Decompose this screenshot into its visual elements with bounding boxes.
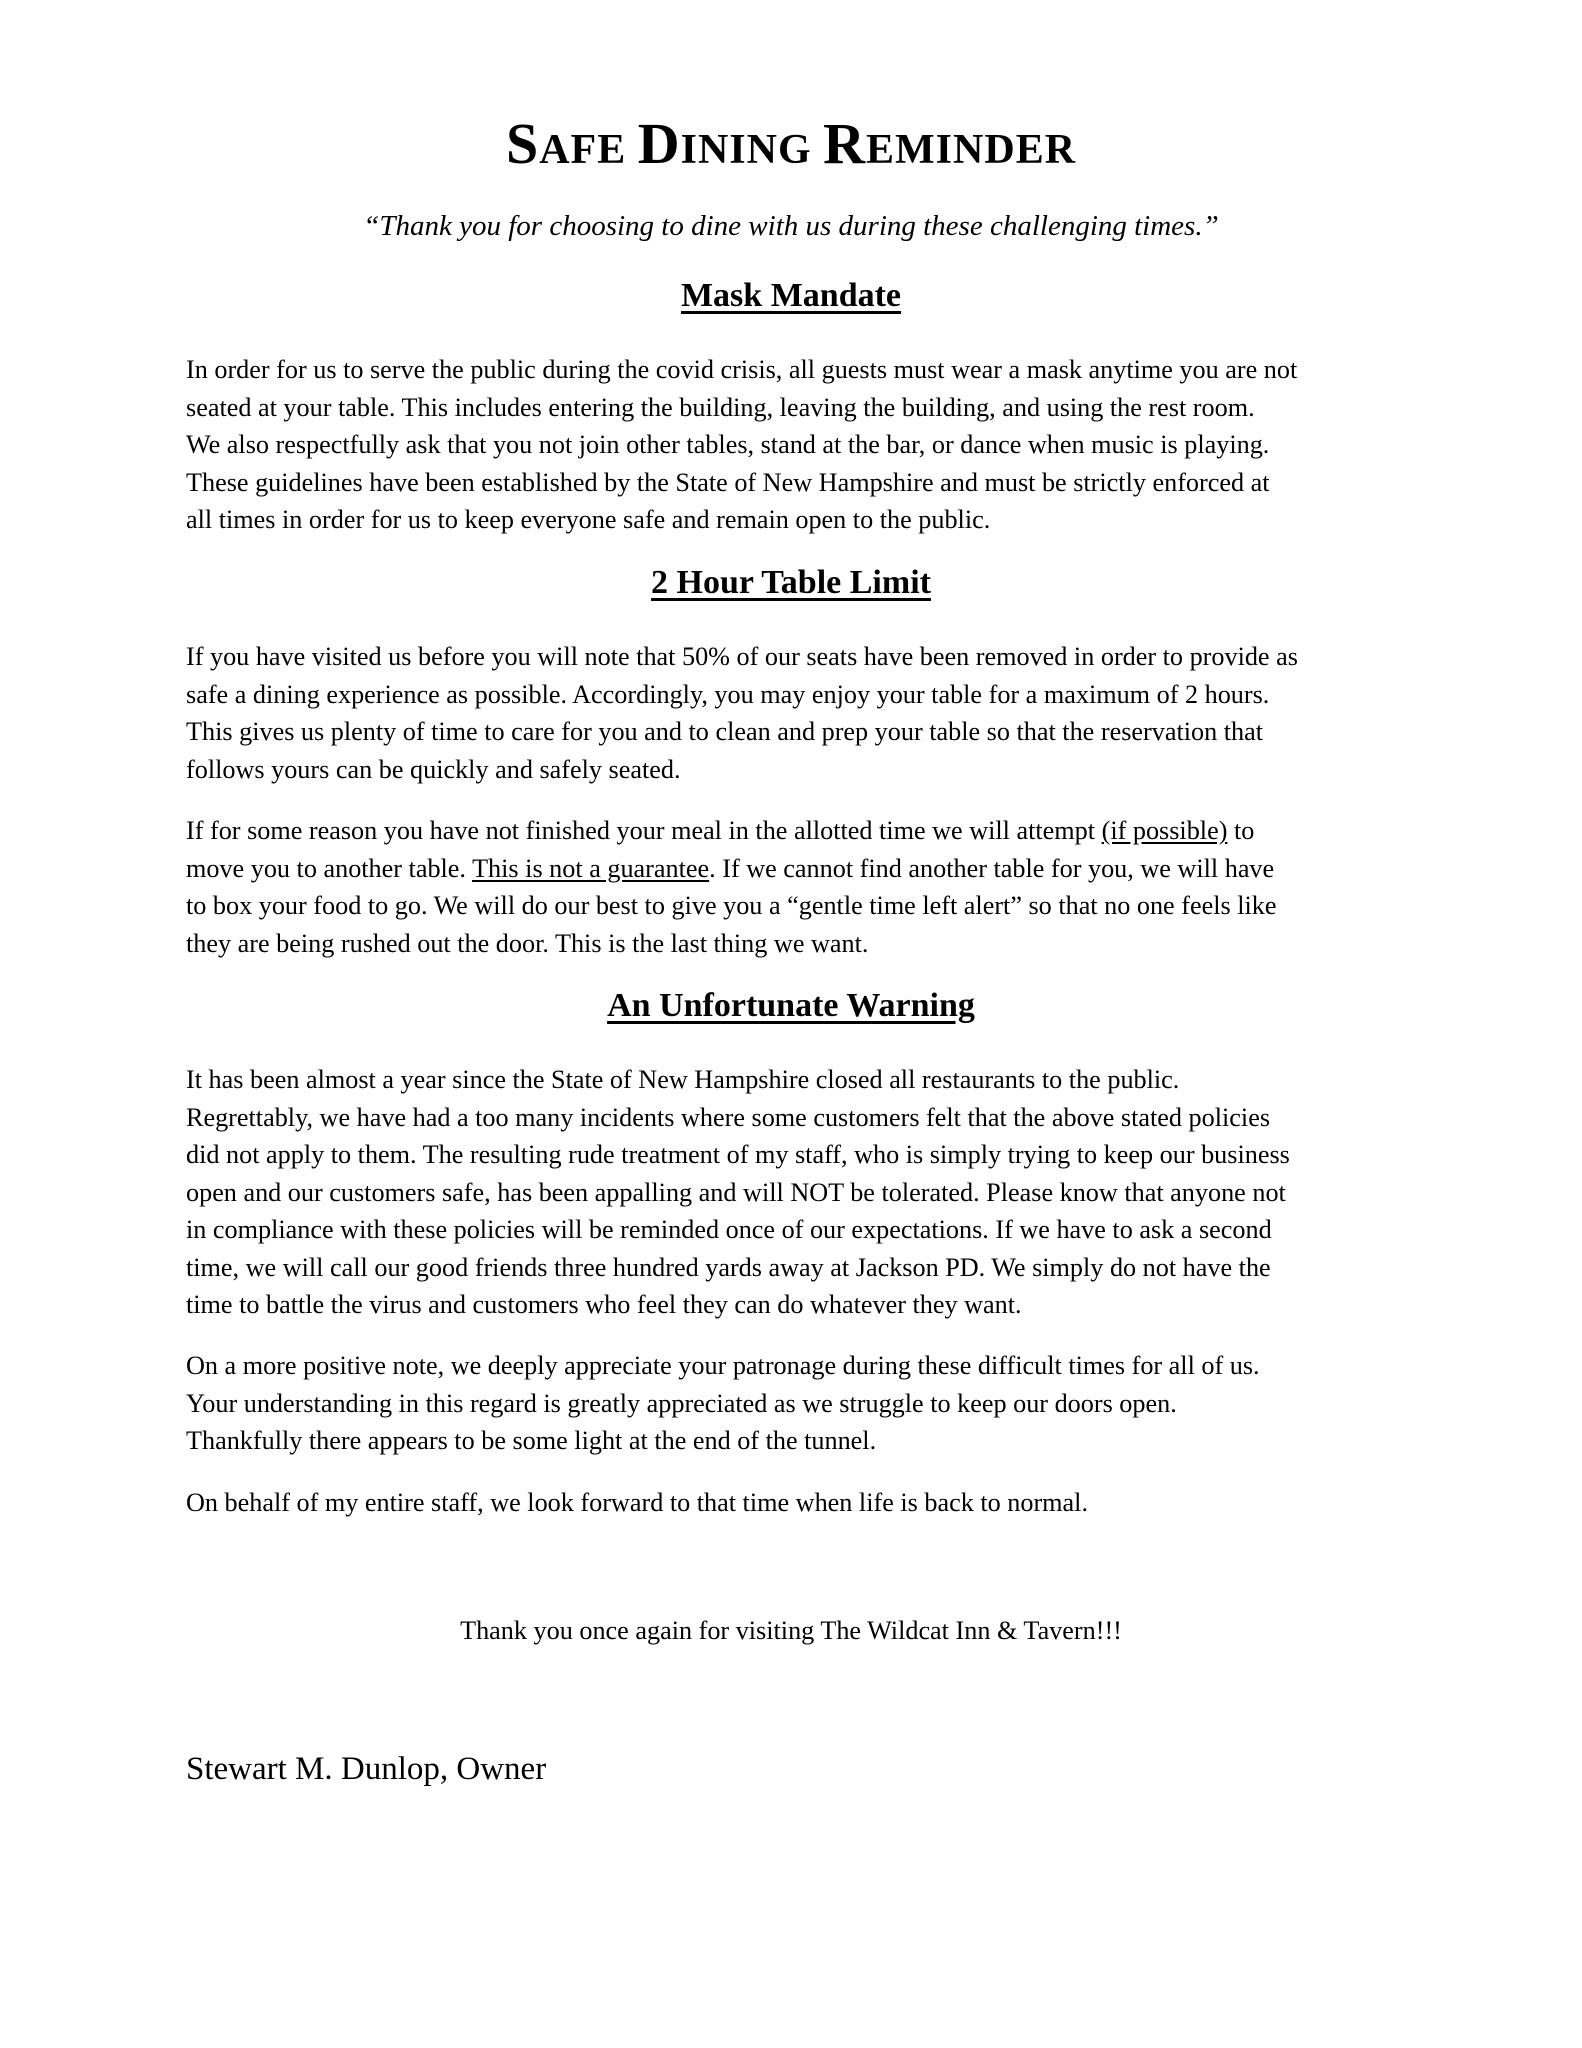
underlined-not-guarantee: This is not a guarantee bbox=[472, 853, 710, 883]
text-line: In order for us to serve the public during the covid crisis, all guests must wear a mask anytime you are not bbox=[186, 355, 1298, 384]
paragraph-mask-mandate bbox=[186, 351, 1416, 539]
title-rest-afe: AFE bbox=[539, 127, 638, 173]
text-line: If you have visited us before you will note that 50% of our seats have been removed in order to provide as bbox=[186, 642, 1298, 671]
title-initial-s: S bbox=[505, 111, 540, 176]
text-run: to bbox=[1227, 816, 1255, 845]
paragraph-table-limit-1 bbox=[186, 638, 1416, 788]
text-line: did not apply to them. The resulting rude treatment of my staff, who is simply trying to keep our business bbox=[186, 1140, 1290, 1169]
closing-thanks: Thank you once again for visiting The Wildcat Inn & Tavern!!! bbox=[460, 1616, 1122, 1645]
text-line: We also respectfully ask that you not join other tables, stand at the bar, or dance when music is playing. bbox=[186, 430, 1270, 459]
heading-table-limit: 2 Hour Table Limit bbox=[651, 564, 931, 601]
text-run: move you to another table. bbox=[186, 853, 473, 883]
title-rest-ining: INING bbox=[680, 127, 824, 173]
text-line: they are being rushed out the door. This is the last thing we want. bbox=[186, 928, 869, 958]
paragraph-warning-2 bbox=[186, 1347, 1416, 1460]
text-line: These guidelines have been established by the State of New Hampshire and must be strictly enforced at bbox=[186, 467, 1270, 497]
text-line: On a more positive note, we deeply appreciate your patronage during these difficult times for all of us. bbox=[186, 1351, 1260, 1380]
text-line: This gives us plenty of time to care for you and to clean and prep your table so that the reservation that bbox=[186, 717, 1263, 746]
heading-mask-mandate: Mask Mandate bbox=[680, 277, 902, 314]
text-line: Thankfully there appears to be some light at the end of the tunnel. bbox=[186, 1426, 877, 1455]
text-line: open and our customers safe, has been appalling and will NOT be tolerated. Please know that anyone not bbox=[186, 1177, 1286, 1207]
text-line bbox=[186, 850, 1416, 888]
paragraph-table-limit-2 bbox=[186, 812, 1416, 962]
text-line: It has been almost a year since the State of New Hampshire closed all restaurants to the public. bbox=[186, 1065, 1180, 1094]
paragraph-warning-1 bbox=[186, 1061, 1416, 1324]
text-run: If for some reason you have not finished your meal in the allotted time we will attempt bbox=[186, 816, 1102, 845]
paragraph-warning-3 bbox=[186, 1484, 1416, 1522]
owner-signature: Stewart M. Dunlop, Owner bbox=[186, 1751, 547, 1787]
text-line: in compliance with these policies will be reminded once of our expectations. If we have to ask a second bbox=[186, 1215, 1272, 1244]
text-line: all times in order for us to keep everyone safe and remain open to the public. bbox=[186, 505, 991, 534]
thank-you-quote: “Thank you for choosing to dine with us during these challenging times.” bbox=[363, 210, 1219, 242]
text-line: On behalf of my entire staff, we look forward to that time when life is back to normal. bbox=[186, 1488, 1088, 1517]
text-line: Regrettably, we have had a too many incidents where some customers felt that the above stated policies bbox=[186, 1102, 1271, 1132]
text-line: seated at your table. This includes entering the building, leaving the building, and using the rest room. bbox=[186, 392, 1255, 422]
text-line bbox=[186, 812, 1416, 850]
title-initial-r: R bbox=[823, 111, 867, 176]
title-initial-d: D bbox=[637, 111, 681, 176]
text-line: safe a dining experience as possible. Accordingly, you may enjoy your table for a maximum of 2 hours. bbox=[186, 679, 1270, 709]
text-line: time to battle the virus and customers who feel they can do whatever they want. bbox=[186, 1290, 1022, 1319]
heading-unfortunate-warning: An Unfortunate Warning bbox=[607, 987, 975, 1024]
text-line: to box your food to go. We will do our best to give you a “gentle time left alert” so that no one feels like bbox=[186, 891, 1277, 920]
text-run: . If we cannot find another table for you, we will have bbox=[709, 853, 1275, 883]
text-line: follows yours can be quickly and safely seated. bbox=[186, 754, 681, 784]
underlined-if-possible: (if possible) bbox=[1101, 816, 1228, 845]
text-line: time, we will call our good friends three hundred yards away at Jackson PD. We simply do not have the bbox=[186, 1252, 1271, 1282]
title-rest-eminder: EMINDER bbox=[866, 127, 1077, 173]
text-line: Your understanding in this regard is greatly appreciated as we struggle to keep our doors open. bbox=[186, 1388, 1177, 1418]
page-title bbox=[0, 110, 1582, 177]
